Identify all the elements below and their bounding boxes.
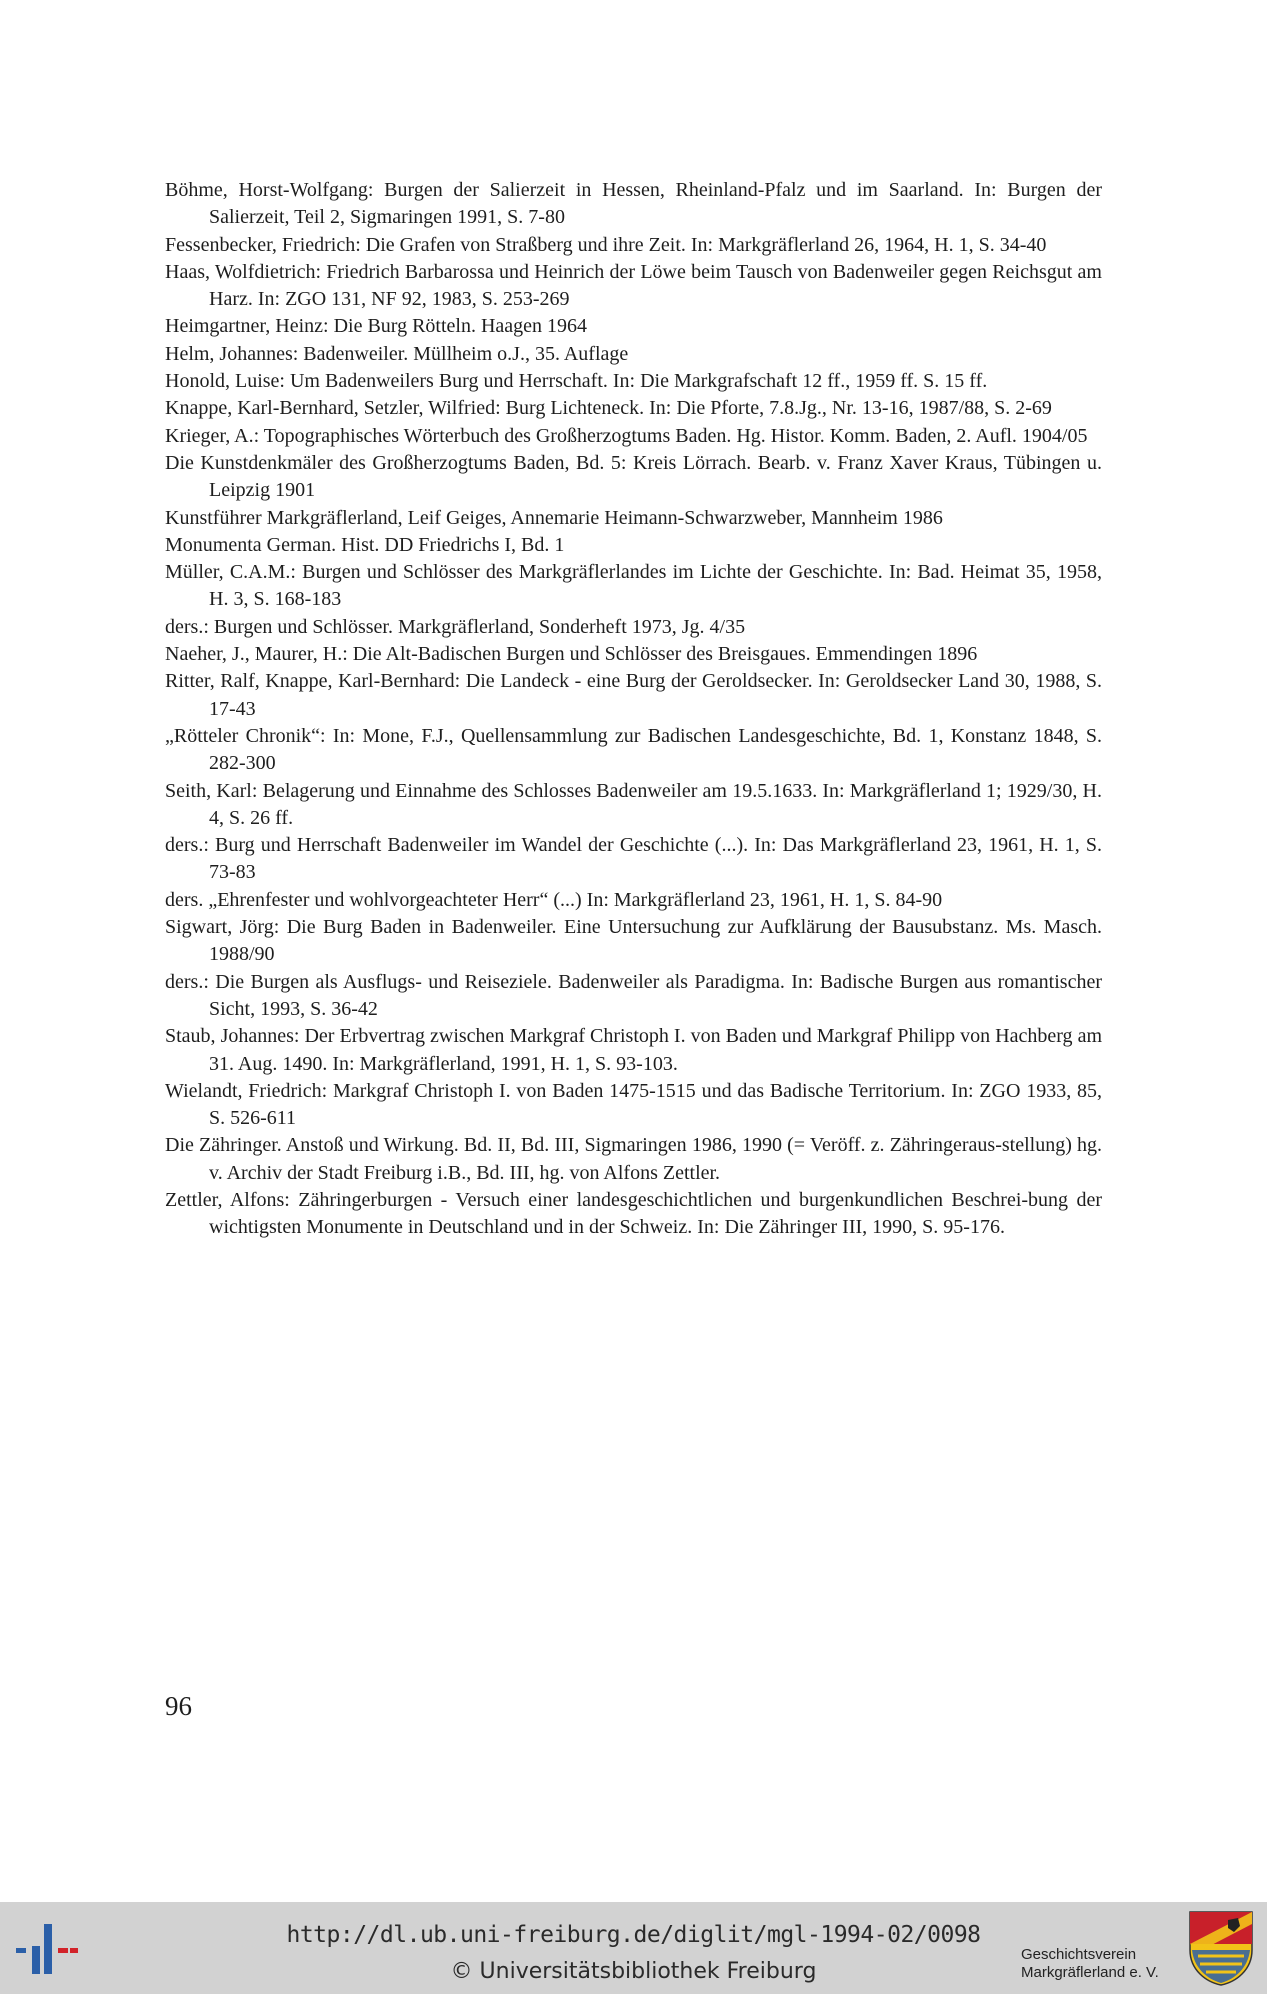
bibliography-entry: Ritter, Ralf, Knappe, Karl-Bernhard: Die Landeck - eine Burg der Geroldsecker. In: Geroldsecker Land 30, 1988, S. 17-43 xyxy=(165,670,1102,720)
bibliography-entry: Haas, Wolfdietrich: Friedrich Barbarossa und Heinrich der Löwe beim Tausch von Badenweiler gegen Reichsgut am Harz. In: ZGO 131, NF 92, 1983, S. 253-269 xyxy=(165,260,1102,311)
bibliography-entry: Die Kunstdenkmäler des Großherzogtums Baden, Bd. 5: Kreis Lörrach. Bearb. v. Franz Xaver Kraus, Tübingen u. Leipzig 1901 xyxy=(165,451,1102,502)
bibliography-entry: ders.: Die Burgen als Ausflugs- und Reiseziele. Badenweiler als Paradigma. In: Badische Burgen aus romantischer Sicht, 1993, S. 36-42 xyxy=(165,970,1102,1020)
bibliography-entry: „Rötteler Chronik“: In: Mone, F.J., Quellensammlung zur Badischen Landesgeschichte, Bd. 1, Konstanz 1848, S. 282-300 xyxy=(165,724,1102,775)
coat-of-arms-icon xyxy=(1188,1910,1254,1986)
bibliography-entry: Böhme, Horst-Wolfgang: Burgen der Salierzeit in Hessen, Rheinland-Pfalz und im Saarland. In: Burgen der Salierzeit, Teil 2, Sigmaringen 1991, S. 7-80 xyxy=(165,179,1102,229)
copyright-text: © Universitätsbibliothek Freiburg xyxy=(450,1959,817,1984)
bibliography-entry: ders. „Ehrenfester und wohlvorgeachteter Herr“ (...) In: Markgräflerland 23, 1961, H. 1, S. 84-90 xyxy=(165,888,943,911)
bibliography-entry: Wielandt, Friedrich: Markgraf Christoph I. von Baden 1475-1515 und das Badische Territorium. In: ZGO 1933, 85, S. 526-611 xyxy=(165,1079,1102,1130)
page-number: 96 xyxy=(165,1691,192,1721)
bibliography-entry: Zettler, Alfons: Zähringerburgen - Versuch einer landesgeschichtlichen und burgenkundlichen Beschrei-bung der wichtigsten Monumente in Deutschland und in der Schweiz. In: Die Zähringer III, 1990, S. 95-176. xyxy=(165,1188,1102,1239)
bibliography-entry: Müller, C.A.M.: Burgen und Schlösser des Markgräflerlandes im Lichte der Geschichte. In: Bad. Heimat 35, 1958, H. 3, S. 168-183 xyxy=(165,561,1102,611)
bibliography-list xyxy=(165,177,1102,1242)
bibliography-entry: Krieger, A.: Topographisches Wörterbuch des Großherzogtums Baden. Hg. Histor. Komm. Baden, 2. Aufl. 1904/05 xyxy=(165,424,1088,447)
bibliography-entry: Kunstführer Markgräflerland, Leif Geiges, Annemarie Heimann-Schwarzweber, Mannheim 1986 xyxy=(165,506,943,529)
bibliography-entry: Staub, Johannes: Der Erbvertrag zwischen Markgraf Christoph I. von Baden und Markgraf Philipp von Hachberg am 31. Aug. 1490. In: Markgräflerland, 1991, H. 1, S. 93-103. xyxy=(165,1025,1102,1075)
bibliography-entry: Knappe, Karl-Bernhard, Setzler, Wilfried: Burg Lichteneck. In: Die Pforte, 7.8.Jg., Nr. 13-16, 1987/88, S. 2-69 xyxy=(165,397,1052,420)
bibliography-entry: Honold, Luise: Um Badenweilers Burg und Herrschaft. In: Die Markgrafschaft 12 ff., 1959 ff. S. 15 ff. xyxy=(165,370,988,393)
document-url-link[interactable]: http://dl.ub.uni-freiburg.de/diglit/mgl-1994-02/0098 xyxy=(286,1922,981,1948)
society-name xyxy=(1021,1946,1181,1982)
bibliography-entry: Fessenbecker, Friedrich: Die Grafen von Straßberg und ihre Zeit. In: Markgräflerland 26, 1964, H. 1, S. 34-40 xyxy=(165,233,1047,256)
bibliography-entry: Heimgartner, Heinz: Die Burg Rötteln. Haagen 1964 xyxy=(165,315,588,338)
bibliography-entry: Naeher, J., Maurer, H.: Die Alt-Badischen Burgen und Schlösser des Breisgaues. Emmendingen 1896 xyxy=(165,643,978,666)
bibliography-entry: Seith, Karl: Belagerung und Einnahme des Schlosses Badenweiler am 19.5.1633. In: Markgräflerland 1; 1929/30, H. 4, S. 26 ff. xyxy=(165,779,1102,829)
society-name-line: Markgräflerland e. V. xyxy=(1021,1964,1159,1981)
bibliography-entry: Helm, Johannes: Badenweiler. Müllheim o.J., 35. Auflage xyxy=(165,342,629,365)
society-name-line: Geschichtsverein xyxy=(1021,1946,1137,1963)
viewer-footer xyxy=(0,1902,1267,1994)
bibliography-entry: ders.: Burgen und Schlösser. Markgräflerland, Sonderheft 1973, Jg. 4/35 xyxy=(165,615,746,638)
bibliography-entry: Monumenta German. Hist. DD Friedrichs I, Bd. 1 xyxy=(165,533,565,556)
bibliography-entry: Sigwart, Jörg: Die Burg Baden in Badenweiler. Eine Untersuchung zur Aufklärung der Bausubstanz. Ms. Masch. 1988/90 xyxy=(165,916,1102,966)
bibliography-entry: Die Zähringer. Anstoß und Wirkung. Bd. II, Bd. III, Sigmaringen 1986, 1990 (= Veröff. z. Zähringeraus-stellung) hg. v. Archiv der Stadt Freiburg i.B., Bd. III, hg. von Alfons Zettler. xyxy=(165,1134,1102,1184)
bibliography-entry: ders.: Burg und Herrschaft Badenweiler im Wandel der Geschichte (...). In: Das Markgräflerland 23, 1961, H. 1, S. 73-83 xyxy=(165,834,1102,884)
